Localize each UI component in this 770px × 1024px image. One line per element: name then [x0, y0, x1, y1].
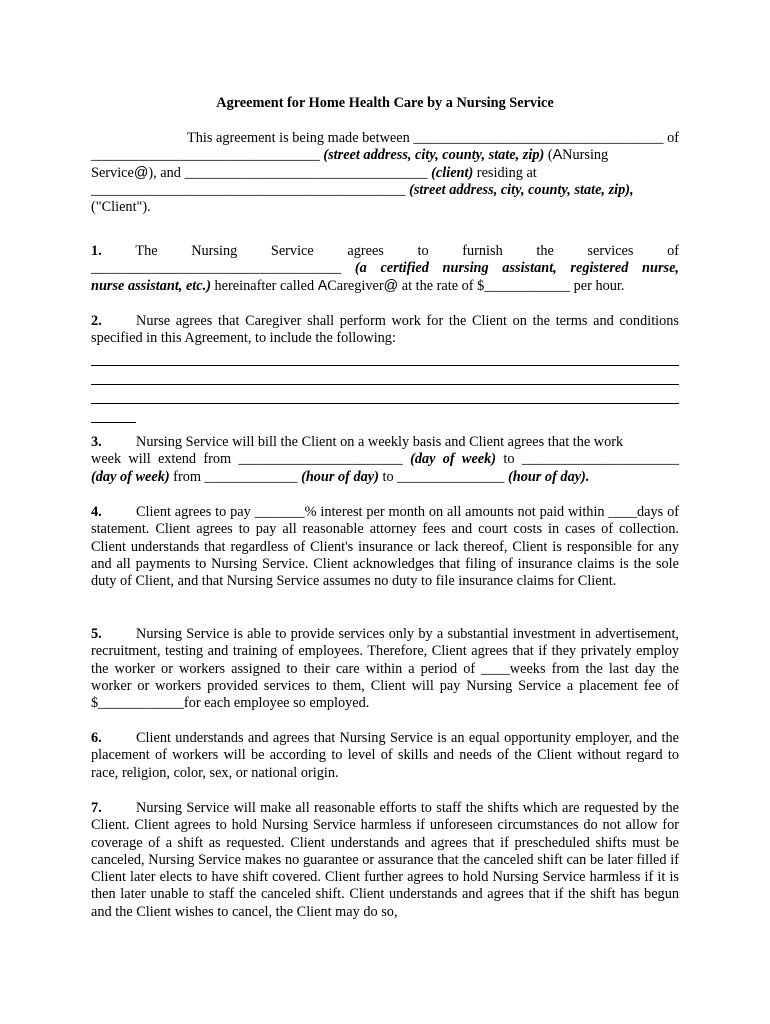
section-3-line-3: (day of week) from _____________ (hour of day) to _______________ (hour of day). — [91, 468, 590, 485]
section-5-number: 5. — [91, 626, 102, 642]
section-2 — [91, 313, 679, 423]
section-4 — [91, 504, 679, 590]
preamble-line-2: ________________________________ (street address, city, county, state, zip) (ANursing — [91, 147, 609, 164]
section-1-line-2: ___________________________________ (a certified nursing assistant, registered nurse, — [91, 260, 679, 277]
section-1 — [91, 243, 679, 295]
section-4-number: 4. — [91, 504, 102, 520]
preamble-line-5: ("Client"). — [91, 199, 151, 216]
document-title: Agreement for Home Health Care by a Nursing Service — [216, 95, 554, 111]
section-6-number: 6. — [91, 730, 102, 746]
section-5 — [91, 626, 679, 712]
section-3-number: 3. — [91, 434, 102, 450]
blank-line-4 — [91, 405, 136, 423]
section-5-text: Nursing Service is able to provide services only by a substantial investment in advertisement, recruitment, testing and training of employees. Therefore, Client agrees that if they privately employ the worker or workers assigned to their care within a period of ____weeks from the last day the worker or workers provided services to them, Client will pay Nursing Service a placement fee of $____________for each employee so employed. — [91, 626, 679, 712]
section-3-line-1: 3. Nursing Service will bill the Client on a weekly basis and Client agrees that the work — [91, 434, 624, 450]
section-7 — [91, 800, 679, 921]
blank-line-3 — [91, 386, 679, 404]
blank-line-2 — [91, 367, 679, 385]
blank-line-1 — [91, 348, 679, 366]
section-4-text: Client agrees to pay _______% interest per month on all amounts not paid within ____days of statement. Client agrees to pay all reasonable attorney fees and court costs in cases of collection. Client understands that regardless of Client's insurance or lack thereof, Client is responsible for any and all payments to Nursing Service. Client acknowledges that filing of insurance claims is the sole duty of Client, and that Nursing Service assumes no duty to file insurance claims for Client. — [91, 504, 679, 590]
preamble-line-3: Service@), and __________________________________ (client) residing at — [91, 164, 537, 181]
section-7-number: 7. — [91, 800, 102, 816]
section-1-line-3: nurse assistant, etc.) hereinafter called ACaregiver@ at the rate of $____________ per hour. — [91, 277, 625, 294]
preamble-paragraph — [91, 130, 679, 216]
section-7-text: Nursing Service will make all reasonable efforts to staff the shifts which are requested by the Client. Client agrees to hold Nursing Service harmless if unforeseen circumstances do not allow for coverage of a shift as requested. Client understands and agrees that if prescheduled shifts must be canceled, Nursing Service makes no guarantee or assurance that the canceled shift can be later filled if Client later elects to have shift covered. Client further agrees to hold Nursing Service harmless if it is then later unable to staff the canceled shift. Client understands and agrees that if the shift has begun and the Client wishes to cancel, the Client may do so, — [91, 800, 679, 920]
section-1-number: 1. — [91, 243, 102, 259]
section-3-line-2: week will extend from _______________________ (day of week) to ______________________ — [91, 451, 680, 468]
section-3 — [91, 434, 679, 486]
preamble-line-1: This agreement is being made between ___________________________________ of — [187, 130, 679, 146]
section-1-line-1: 1. The Nursing Service agrees to furnish the services of — [91, 243, 679, 259]
section-2-number: 2. — [91, 313, 102, 329]
preamble-line-4: ____________________________________________ (street address, city, county, state, zip), — [91, 181, 634, 198]
section-6 — [91, 730, 679, 782]
section-6-text: Client understands and agrees that Nursing Service is an equal opportunity employer, and the placement of workers will be according to level of skills and needs of the Client without regard to race, religion, color, sex, or national origin. — [91, 730, 679, 781]
section-2-text: Nurse agrees that Caregiver shall perform work for the Client on the terms and conditions specified in this Agreement, to include the following: — [91, 313, 679, 347]
